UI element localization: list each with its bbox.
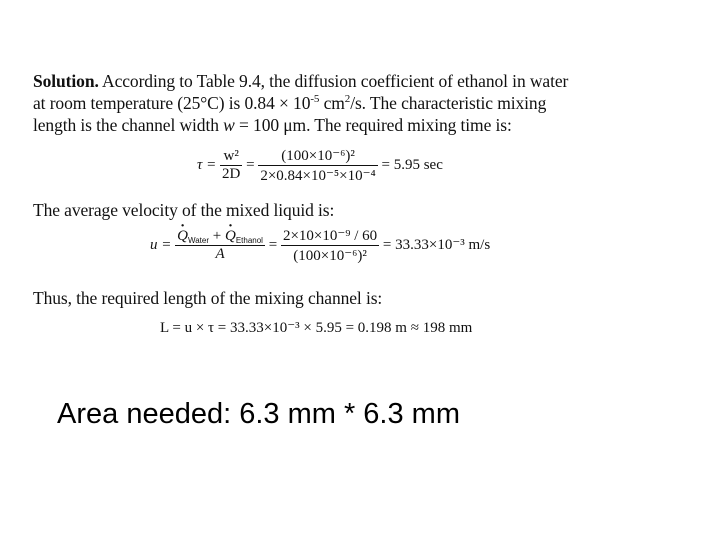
velocity-frac1-denominator: A	[215, 246, 225, 262]
tau-lhs: τ =	[197, 156, 217, 173]
q-ethanol-symbol: · Q	[225, 228, 236, 245]
tau-frac1-numerator: w²	[220, 148, 242, 166]
velocity-frac2-numerator: 2×10×10⁻⁹ / 60	[282, 228, 378, 244]
velocity-plus: +	[212, 228, 222, 244]
line1-text: According to Table 9.4, the diffusion coefficient of ethanol in water	[102, 71, 569, 91]
paragraph-line-3	[33, 114, 673, 136]
velocity-frac2-denominator: (100×10⁻⁶)²	[293, 248, 367, 264]
paragraph-line-2	[33, 92, 673, 114]
length-equation: L = u × τ = 33.33×10⁻³ × 5.95 = 0.198 m ≈ 198 mm	[160, 320, 473, 336]
q-water-subscript: Water	[187, 236, 210, 245]
line2-exponent: -5	[310, 93, 320, 105]
tau-frac2-numerator: (100×10⁻⁶)²	[258, 146, 377, 166]
line3-text-b: = 100 μm. The required mixing time is:	[234, 115, 512, 135]
tau-result: = 5.95 sec	[381, 156, 443, 173]
velocity-lhs: u =	[150, 236, 172, 253]
line2-unit: cm	[323, 93, 345, 113]
width-variable: w	[223, 115, 235, 135]
velocity-equals: =	[268, 236, 278, 253]
velocity-result: = 33.33×10⁻³ m/s	[382, 236, 491, 253]
area-needed-text: Area needed: 6.3 mm * 6.3 mm	[57, 398, 460, 430]
tau-fraction-2	[258, 146, 377, 185]
tau-equation	[197, 146, 443, 185]
line3-text-a: length is the channel width	[33, 115, 224, 135]
q-ethanol-subscript: Ethanol	[235, 236, 263, 245]
line2-unit-exponent: 2	[344, 93, 351, 105]
velocity-frac1-numerator	[175, 228, 265, 246]
solution-label: Solution.	[33, 71, 99, 91]
line2-text-c: /s. The characteristic mixing	[350, 93, 547, 113]
velocity-intro: The average velocity of the mixed liquid is:	[33, 200, 335, 220]
tau-fraction-1	[220, 148, 242, 183]
velocity-equation	[150, 226, 490, 265]
line2-text-a: at room temperature (25°C) is 0.84 × 10	[33, 93, 311, 113]
velocity-fraction-1	[175, 228, 265, 263]
length-intro: Thus, the required length of the mixing channel is:	[33, 288, 383, 308]
tau-frac1-denominator: 2D	[222, 166, 241, 182]
tau-equals: =	[246, 156, 255, 173]
tau-frac2-denominator: 2×0.84×10⁻⁵×10⁻⁴	[260, 168, 376, 184]
velocity-fraction-2	[281, 226, 379, 265]
q-water-symbol: · Q	[177, 228, 188, 245]
paragraph-line-1	[33, 70, 673, 92]
problem-paragraph	[33, 70, 673, 136]
